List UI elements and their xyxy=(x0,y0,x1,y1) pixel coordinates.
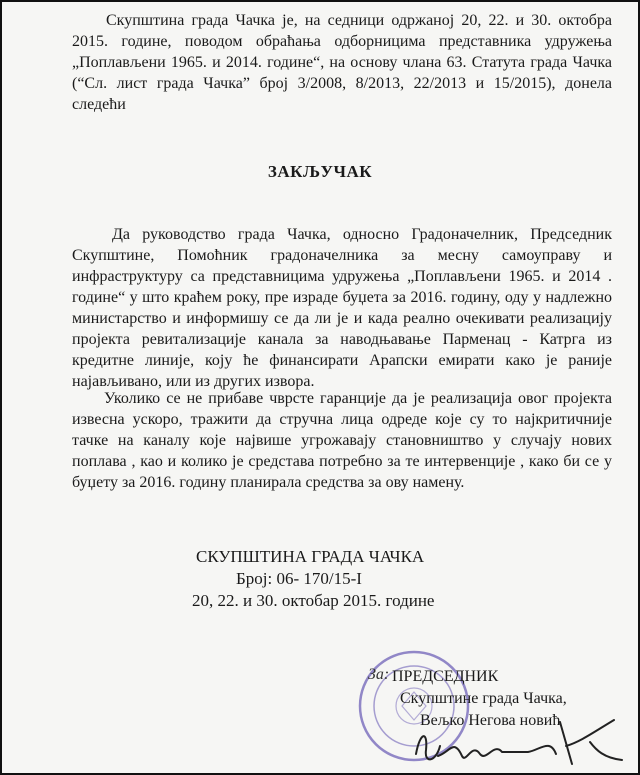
handwritten-signature xyxy=(410,702,630,774)
paragraph-1: Да руководство града Чачка, односно Градоначелник, Председник Скупштине, Помоћник градоначелника за месну самоуправу и инфраструктуру са представницима удружења „Поплављени 1965. и 2014 . године“ у што краћем року, пре израде буџета за 2016. годину, оду у надлежно министарство и информишу се да ли је и када реално очекивати реализацију пројекта ревитализације канала за наводњавање Парменац - Катрга из кредитне линије, коју ће финансирати Арапски емирати како је раније најављивано, или из других извора. xyxy=(72,226,612,390)
assembly-name: СКУПШТИНА ГРАДА ЧАЧКА xyxy=(196,547,425,566)
document-number: Број: 06- 170/15-I xyxy=(236,569,362,588)
on-behalf-mark: За: xyxy=(368,666,390,683)
president-title: ПРЕДСЕДНИК xyxy=(392,668,499,685)
assembly-block xyxy=(192,546,435,612)
document-date: 20, 22. и 30. октобар 2015. године xyxy=(192,591,435,610)
paragraph-2: Уколико се не прибаве чврсте гаранције да је реализација овог пројекта извесна ускоро, тражити да стручна лица одреде које су то најкритичније тачке на каналу које највише угрожавају становништво у случају нових поплава , као и колико је средстава потребно за те интервенције , како би се у буџету за 2016. годину планирала средства за ову намену. xyxy=(72,390,612,491)
president-body: Скупштине града Чачка, xyxy=(400,690,567,707)
document-title: ЗАКЉУЧАК xyxy=(267,162,373,181)
president-name: Вељко Негова нoвић xyxy=(420,712,561,729)
intro-paragraph: Скупштина града Чачка је, на седници одржаној 20, 22. и 30. октобра 2015. године, поводом обраћања одборницима представника удружења „Поплављени 1965. и 2014. године“, на основу члана 63. Статута града Чачка (“Сл. лист града Чачка” број 3/2008, 8/2013, 22/2013 и 15/2015), донела следећи xyxy=(72,12,612,113)
